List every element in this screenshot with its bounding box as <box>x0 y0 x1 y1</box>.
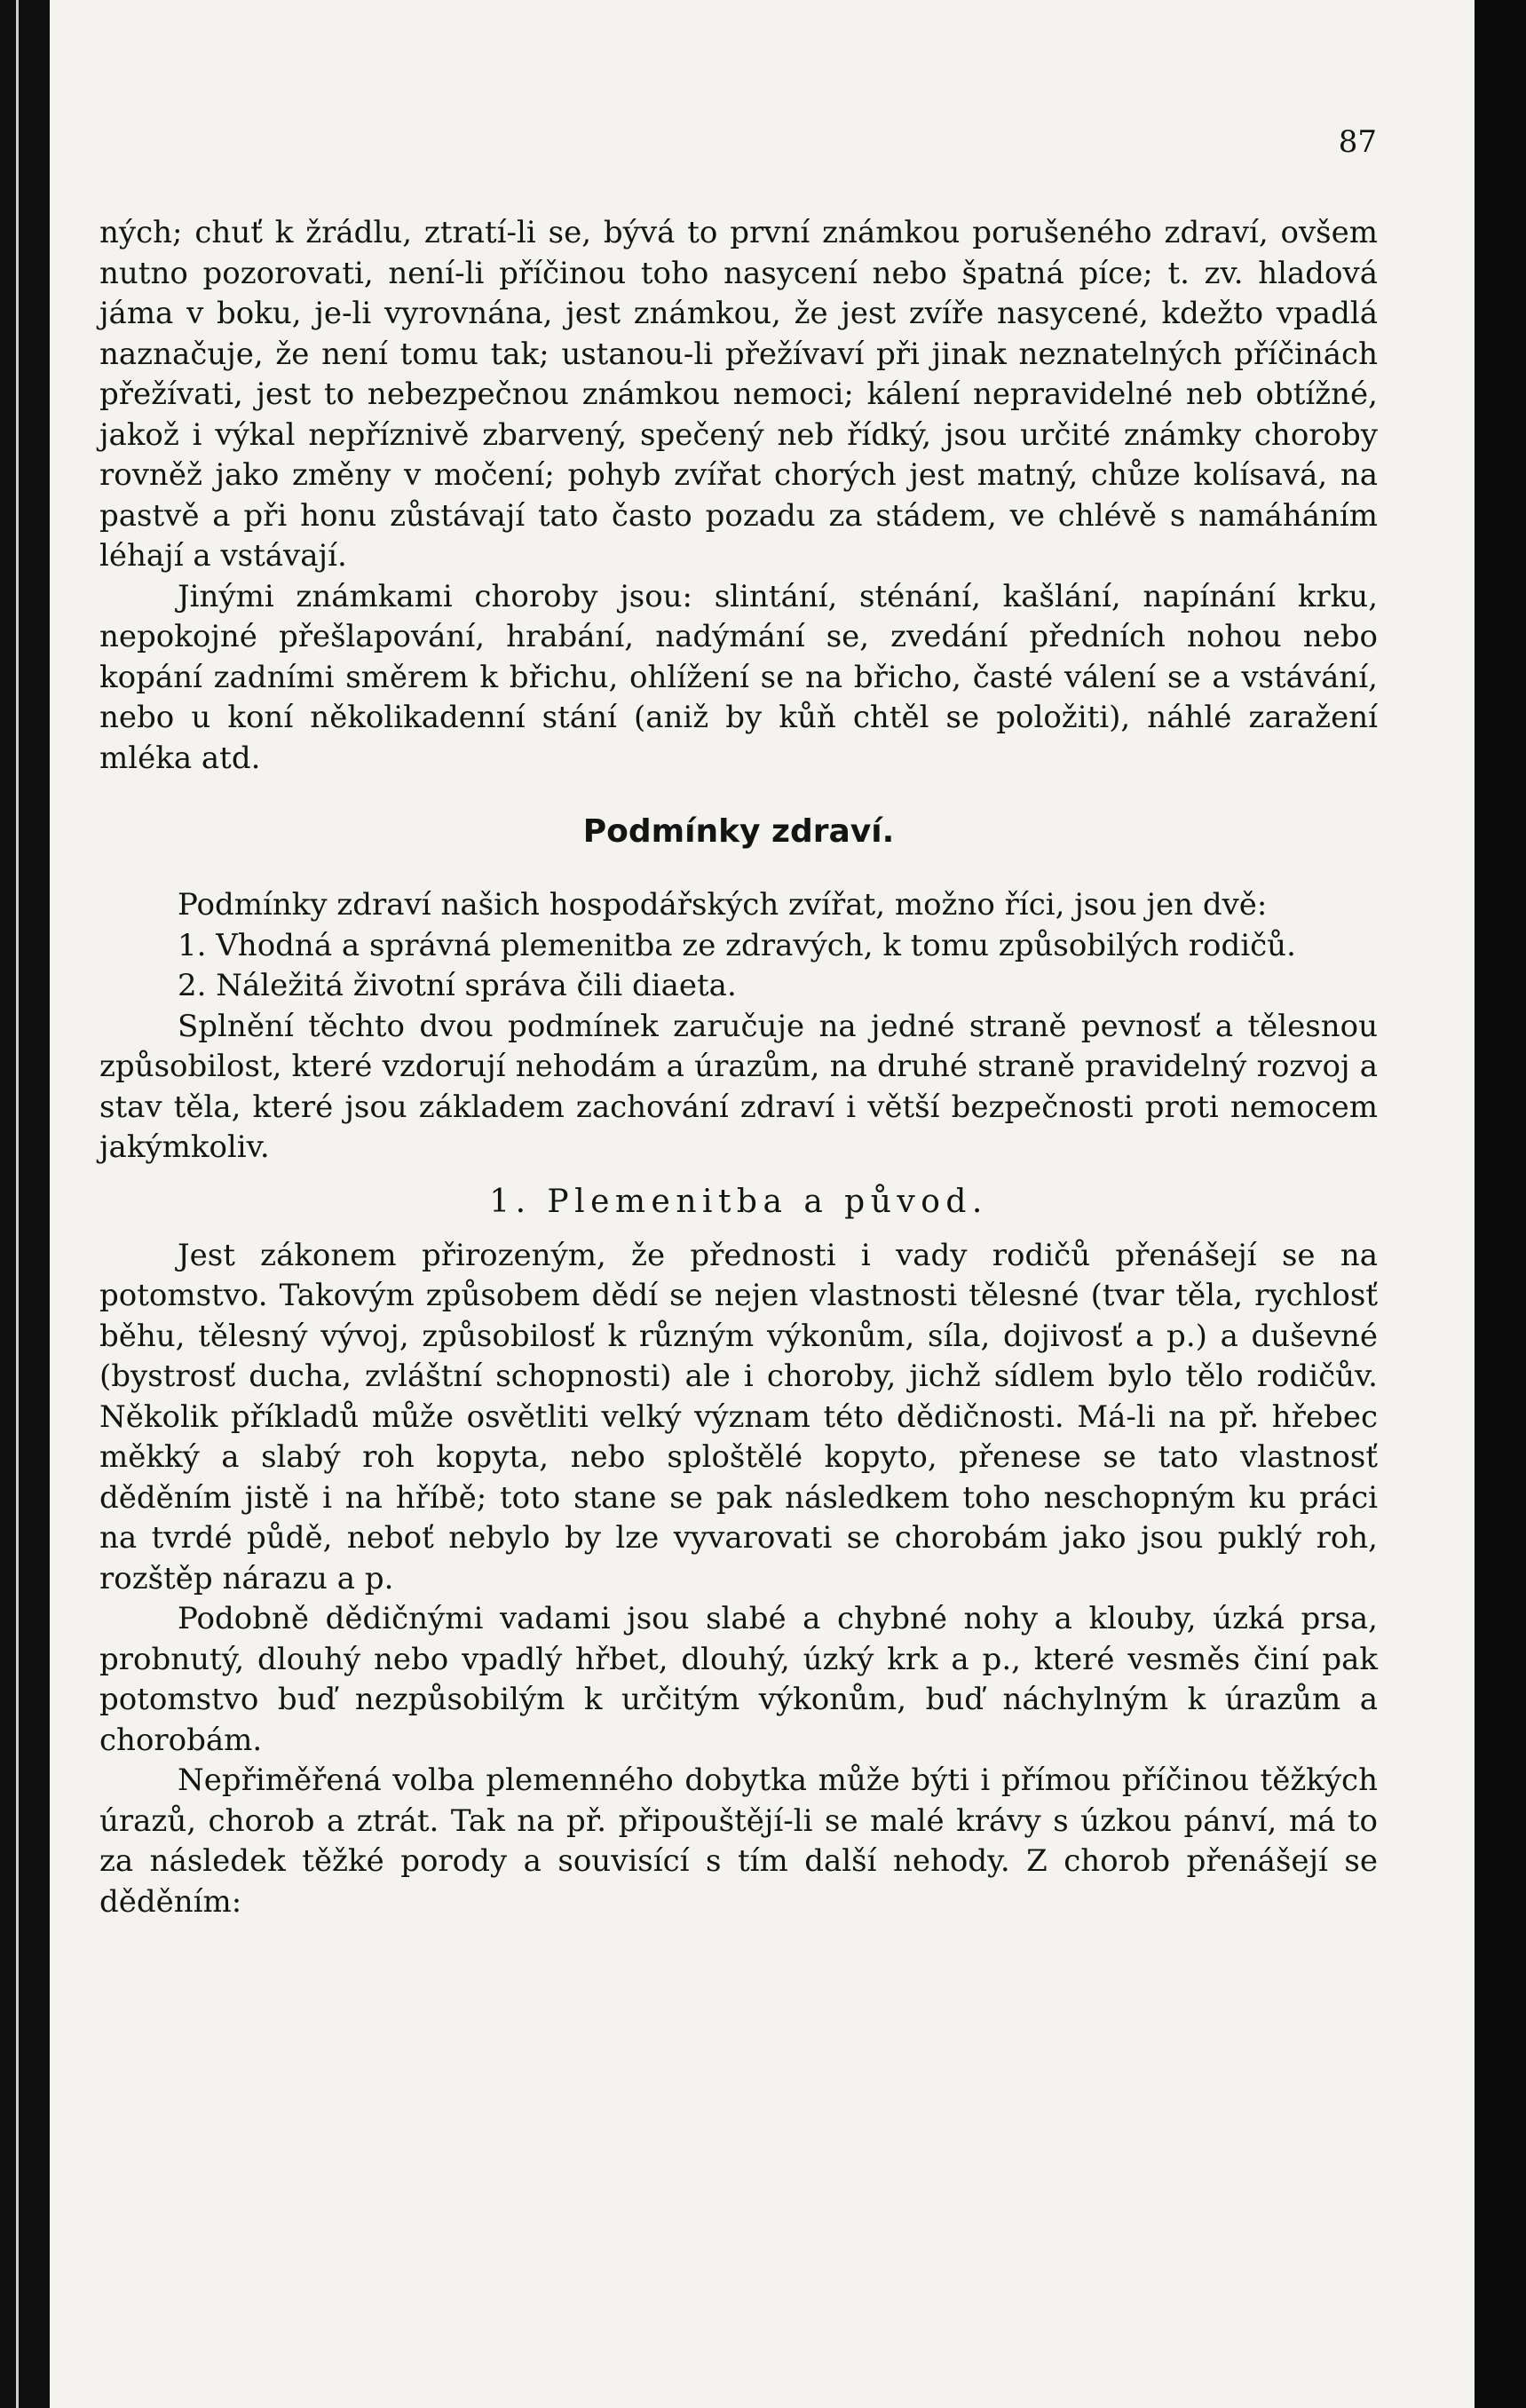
page-text <box>99 213 1378 1922</box>
page-number: 87 <box>1338 124 1377 160</box>
section-heading-breeding: 1. Plemenitba a původ. <box>489 1183 988 1220</box>
list-item-1: 1. Vhodná a správná plemenitba ze zdravých, k tomu způsobilých rodičů. <box>178 927 1296 963</box>
scan-right-margin <box>1475 0 1526 2408</box>
book-page <box>50 0 1475 2408</box>
list-item-2: 2. Náležitá životní správa čili diaeta. <box>178 968 737 1003</box>
paragraph-7: Nepřiměřená volba plemenného dobytka může býti i přímou příčinou těžkých úrazů, chorob a ztrát. Tak na př. připouštějí-li se malé krávy s úzkou pánví, má to za následek těžké porody a souvisící s tím další nehody. Z chorob přenášejí se děděním: <box>99 1762 1378 1920</box>
section-heading-health-conditions: Podmínky zdraví. <box>582 813 895 850</box>
paragraph-4: Splnění těchto dvou podmínek zaručuje na jedné straně pevnosť a tělesnou způsobilost, které vzdorují nehodám a úrazům, na druhé straně pravidelný rozvoj a stav těla, které jsou základem zachování zdraví i větší bezpečnosti proti nemocem jakýmkoliv. <box>99 1008 1378 1165</box>
paragraph-2: Jinými známkami choroby jsou: slintání, sténání, kašlání, napínání krku, nepokojné přešlapování, hrabání, nadýmání se, zvedání předních nohou nebo kopání zadními směrem k břichu, ohlížení se na břicho, časté válení se a vstávání, nebo u koní několikadenní stání (aniž by kůň chtěl se položiti), náhlé zaražení mléka atd. <box>99 578 1378 776</box>
scan-left-margin <box>0 0 50 2408</box>
paragraph-3: Podmínky zdraví našich hospodářských zvířat, možno říci, jsou jen dvě: <box>178 887 1268 923</box>
paragraph-1: ných; chuť k žrádlu, ztratí-li se, bývá to první známkou porušeného zdraví, ovšem nutno pozorovati, není-li příčinou toho nasycení nebo špatná píce; t. zv. hladová jáma v boku, je-li vyrovnána, jest známkou, že jest zvíře nasycené, kdežto vpadlá naznačuje, že není tomu tak; ustanou-li přežívaví při jinak neznatelných příčinách přežívati, jest to nebezpečnou známkou nemoci; kálení nepravidelné neb obtížné, jakož i výkal nepříznivě zbarvený, spečený neb řídký, jsou určité známky choroby rovněž jako změny v močení; pohyb zvířat chorých jest matný, chůze kolísavá, na pastvě a při honu zůstávají tato často pozadu za stádem, ve chlévě s namáháním léhají a vstávají. <box>99 215 1378 574</box>
scan-edge-line <box>16 0 19 2408</box>
paragraph-5: Jest zákonem přirozeným, že přednosti i vady rodičů přenášejí se na potomstvo. Takovým způsobem dědí se nejen vlastnosti tělesné (tvar těla, rychlosť běhu, tělesný vývoj, způsobilosť k různým výkonům, síla, dojivosť a p.) a duševné (bystrosť ducha, zvláštní schopnosti) ale i choroby, jichž sídlem bylo tělo rodičův. Několik příkladů může osvětliti velký význam této dědičnosti. Má-li na př. hřebec měkký a slabý roh kopyta, nebo sploštělé kopyto, přenese se tato vlastnosť děděním jistě i na hříbě; toto stane se pak následkem toho neschopným ku práci na tvrdé půdě, neboť nebylo by lze vyvarovati se chorobám jako jsou puklý roh, rozštěp nárazu a p. <box>99 1237 1378 1596</box>
paragraph-6: Podobně dědičnými vadami jsou slabé a chybné nohy a klouby, úzká prsa, probnutý, dlouhý nebo vpadlý hřbet, dlouhý, úzký krk a p., které vesměs činí pak potomstvo buď nezpůsobilým k určitým výkonům, buď náchylným k úrazům a chorobám. <box>99 1601 1378 1758</box>
